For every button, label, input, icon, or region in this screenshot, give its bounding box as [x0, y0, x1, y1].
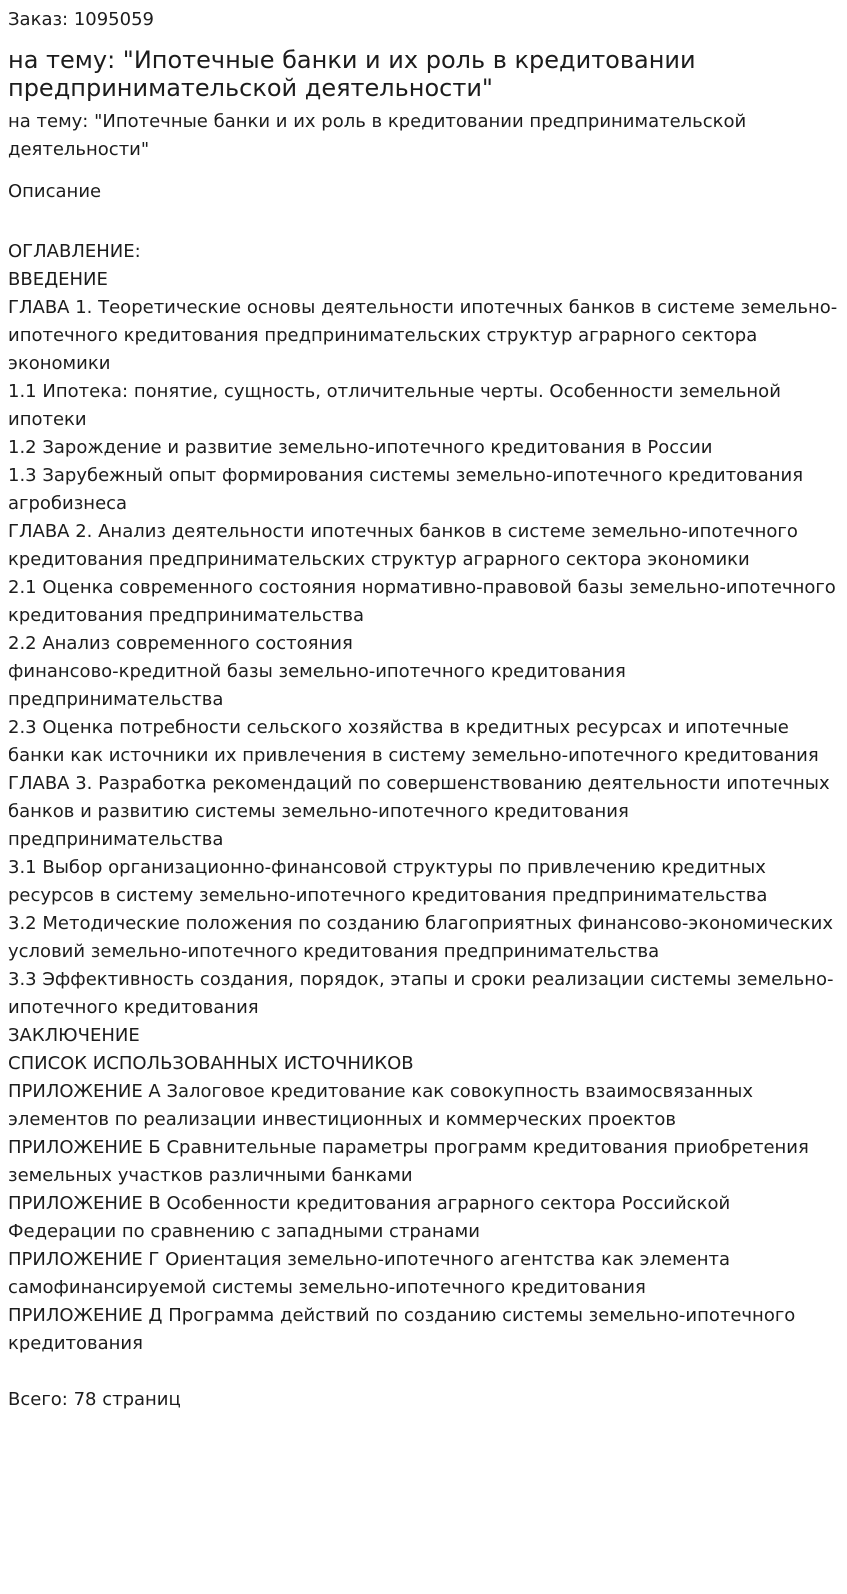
table-of-contents — [8, 238, 839, 1358]
toc-item: ГЛАВА 2. Анализ деятельности ипотечных банков в системе земельно-ипотечного кредитования предпринимательских структур аграрного сектора экономики — [8, 521, 798, 570]
toc-item: финансово-кредитной базы земельно-ипотечного кредитования предпринимательства — [8, 661, 626, 710]
toc-item: ГЛАВА 1. Теоретические основы деятельности ипотечных банков в системе земельно-ипотечного кредитования предпринимательских структур аграрного сектора экономики — [8, 297, 838, 374]
toc-item: ПРИЛОЖЕНИЕ А Залоговое кредитование как совокупность взаимосвязанных элементов по реализации инвестиционных и коммерческих проектов — [8, 1081, 753, 1130]
toc-item: ЗАКЛЮЧЕНИЕ — [8, 1025, 140, 1046]
toc-item: ГЛАВА 3. Разработка рекомендаций по совершенствованию деятельности ипотечных банков и развитию системы земельно-ипотечного кредитования предпринимательства — [8, 773, 830, 850]
toc-item: 1.3 Зарубежный опыт формирования системы земельно-ипотечного кредитования агробизнеса — [8, 465, 804, 514]
toc-item: 3.1 Выбор организационно-финансовой структуры по привлечению кредитных ресурсов в систему земельно-ипотечного кредитования предпринимательства — [8, 857, 768, 906]
toc-item: ПРИЛОЖЕНИЕ В Особенности кредитования аграрного сектора Российской Федерации по сравнению с западными странами — [8, 1193, 731, 1242]
toc-item: ВВЕДЕНИЕ — [8, 269, 108, 290]
total-pages: Всего: 78 страниц — [8, 1389, 181, 1410]
page-title: на тему: "Ипотечные банки и их роль в кредитовании предпринимательской деятельности" — [8, 46, 696, 102]
toc-item: 1.1 Ипотека: понятие, сущность, отличительные черты. Особенности земельной ипотеки — [8, 381, 781, 430]
order-number: Заказ: 1095059 — [8, 9, 154, 30]
toc-item: 3.3 Эффективность создания, порядок, этапы и сроки реализации системы земельно-ипотечного кредитования — [8, 969, 834, 1018]
toc-item: 3.2 Методические положения по созданию благоприятных финансово-экономических условий земельно-ипотечного кредитования предпринимательства — [8, 913, 833, 962]
toc-item: 1.2 Зарождение и развитие земельно-ипотечного кредитования в России — [8, 437, 713, 458]
toc-item: ПРИЛОЖЕНИЕ Г Ориентация земельно-ипотечного агентства как элемента самофинансируемой системы земельно-ипотечного кредитования — [8, 1249, 731, 1298]
toc-item: ПРИЛОЖЕНИЕ Б Сравнительные параметры программ кредитования приобретения земельных участков различными банками — [8, 1137, 809, 1186]
toc-item: ПРИЛОЖЕНИЕ Д Программа действий по созданию системы земельно-ипотечного кредитования — [8, 1305, 796, 1354]
page-subtitle: на тему: "Ипотечные банки и их роль в кредитовании предпринимательской деятельности" — [8, 111, 747, 160]
toc-item: СПИСОК ИСПОЛЬЗОВАННЫХ ИСТОЧНИКОВ — [8, 1053, 414, 1074]
toc-heading: ОГЛАВЛЕНИЕ: — [8, 241, 141, 262]
description-label: Описание — [8, 181, 102, 202]
toc-item: 2.2 Анализ современного состояния — [8, 633, 353, 654]
toc-item: 2.3 Оценка потребности сельского хозяйства в кредитных ресурсах и ипотечные банки как источники их привлечения в систему земельно-ипотечного кредитования — [8, 717, 819, 766]
toc-item: 2.1 Оценка современного состояния нормативно-правовой базы земельно-ипотечного кредитования предпринимательства — [8, 577, 836, 626]
